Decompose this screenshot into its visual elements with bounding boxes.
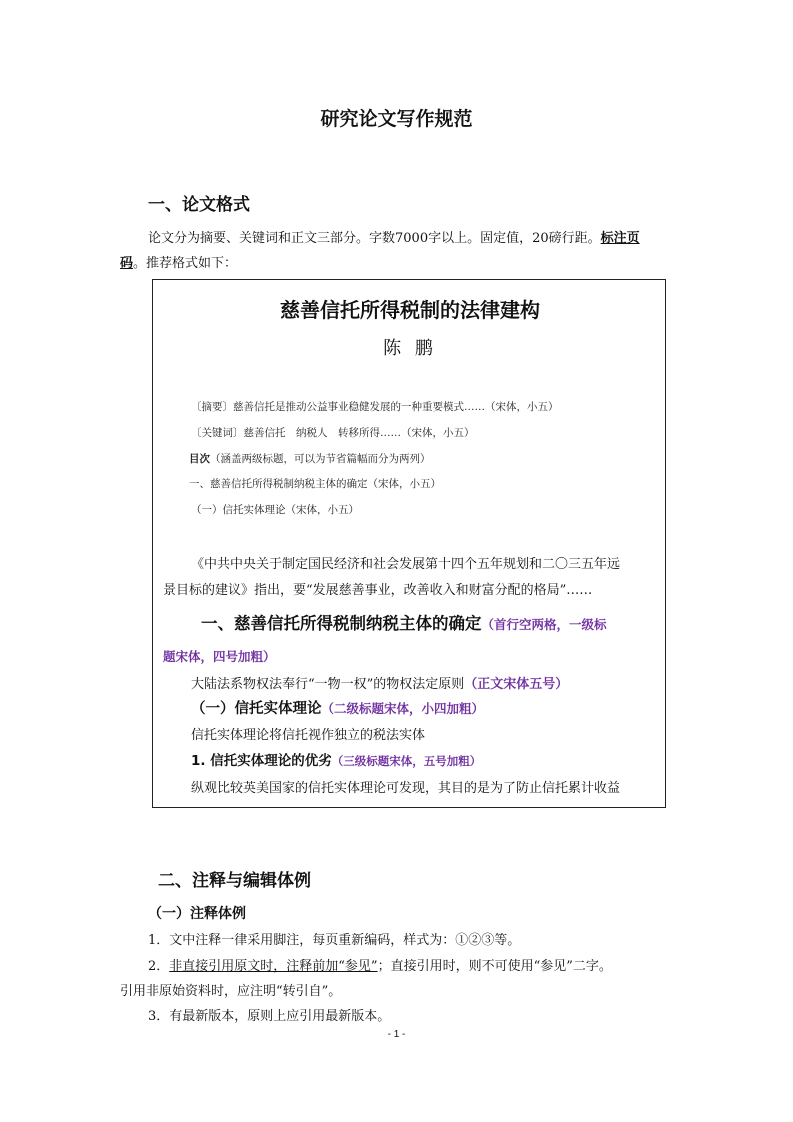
sample-body-3: 纵观比较英美国家的信托实体理论可发现，其目的是为了防止信托累计收益	[191, 781, 621, 796]
note-item-2-prefix: 2．	[148, 959, 170, 974]
sample-h2-line	[191, 697, 484, 718]
sample-body-1: 大陆法系物权法奉行“一物一权”的物权法定原则	[191, 677, 465, 692]
toc-note: （涵盖两级标题，可以为节省篇幅而分为两列）	[210, 453, 431, 465]
sample-h1-note-cont: 题宋体，四号加粗）	[163, 649, 276, 664]
sample-author: 陈 鹏	[383, 338, 437, 359]
intro-line-2: 景目标的建议》指出，要“发展慈善事业，改善收入和财富分配的格局”……	[163, 583, 593, 598]
sample-h3: 1. 信托实体理论的优劣	[191, 753, 332, 769]
section1-paragraph-line1	[148, 227, 640, 246]
note-item-2-underlined: 非直接引用原文时，注释前加“参见”	[169, 959, 378, 974]
page-number-emphasis-cont: 码	[120, 256, 134, 271]
sample-body-1-note: （正文宋体五号）	[464, 677, 569, 692]
sample-h2-note: （二级标题宋体，小四加粗）	[321, 701, 485, 716]
section1-text-2: 。推荐格式如下：	[133, 256, 238, 271]
section1-heading: 一、论文格式	[148, 195, 250, 215]
document-title: 研究论文写作规范	[320, 108, 473, 130]
sample-title: 慈善信托所得税制的法律建构	[280, 298, 540, 322]
sample-h3-note: （三级标题宋体，五号加粗）	[331, 754, 482, 768]
sample-toc	[189, 451, 431, 466]
note-item-2-line2: 引用非原始资料时，应注明“转引自”。	[120, 984, 342, 999]
note-item-1: 1．文中注释一律采用脚注，每页重新编码，样式为：①②③等。	[148, 933, 521, 948]
sample-h3-line	[191, 749, 481, 769]
sample-abstract: 〔摘要〕慈善信托是推动公益事业稳健发展的一种重要模式……（宋体，小五）	[191, 401, 559, 413]
intro-line-1: 《中共中央关于制定国民经济和社会发展第十四个五年规划和二〇三五年远	[191, 557, 621, 572]
page-number: - 1 -	[387, 1029, 406, 1040]
sample-h2: （一）信托实体理论	[191, 701, 322, 717]
sample-h1-line	[201, 610, 607, 634]
section1-text: 论文分为摘要、关键词和正文三部分。字数7000字以上。固定值，20磅行距。	[148, 231, 601, 246]
toc-item-1: 一、慈善信托所得税制纳税主体的确定（宋体，小五）	[189, 478, 441, 490]
note-item-2	[148, 955, 612, 974]
note-item-3: 3．有最新版本，原则上应引用最新版本。	[148, 1009, 391, 1024]
section1-paragraph-line2	[120, 252, 237, 271]
sample-format-box	[152, 279, 666, 808]
note-item-2-rest: ；直接引用时，则不可使用“参见”二字。	[377, 959, 612, 974]
section2-subheading: （一）注释体例	[148, 906, 246, 922]
toc-item-2: （一）信托实体理论（宋体，小五）	[191, 504, 359, 516]
sample-h1-note: （首行空两格，一级标	[481, 617, 607, 632]
sample-body-2: 信托实体理论将信托视作独立的税法实体	[191, 728, 426, 743]
toc-label: 目次	[189, 453, 210, 465]
sample-keywords: 〔关键词〕慈善信托 纳税人 转移所得……（宋体，小五）	[191, 427, 475, 439]
page-number-emphasis: 标注页	[600, 231, 640, 246]
sample-body-1-line	[191, 673, 568, 692]
section2-heading: 二、注释与编辑体例	[158, 871, 311, 891]
sample-h1: 一、慈善信托所得税制纳税主体的确定	[201, 614, 482, 633]
